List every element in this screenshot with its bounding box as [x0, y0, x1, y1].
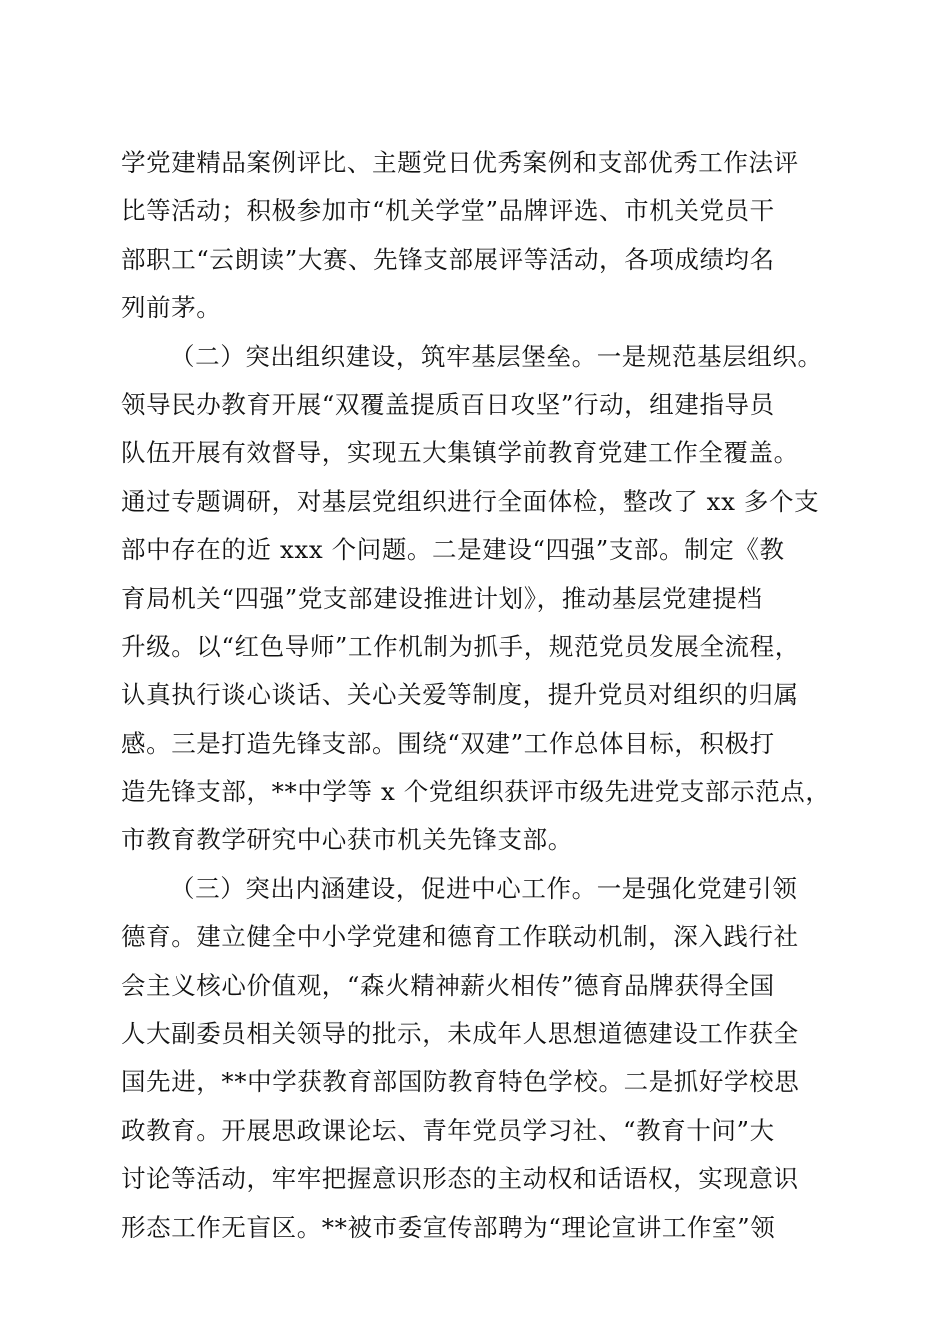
text-line: 国先进，**中学获教育部国防教育特色学校。二是抓好学校思: [121, 1067, 800, 1097]
section-heading-line: （三）突出内涵建设，促进中心工作。一是强化党建引领: [170, 873, 798, 903]
section-heading-line: （二）突出组织建设，筑牢基层堡垒。一是规范基层组织。: [170, 341, 823, 371]
text-line: 会主义核心价值观，“森火精神薪火相传”德育品牌获得全国: [121, 970, 775, 1000]
text-line: 领导民办教育开展“双覆盖提质百日攻坚”行动，组建指导员: [121, 389, 775, 419]
text-line: 学党建精品案例评比、主题党日优秀案例和支部优秀工作法评: [121, 148, 799, 177]
text-line: 形态工作无盲区。**被市委宣传部聘为“理论宣讲工作室”领: [121, 1212, 776, 1242]
text-line: 市教育教学研究中心获市机关先锋支部。: [121, 825, 573, 855]
text-line: 德育。建立健全中小学党建和德育工作联动机制，深入践行社: [121, 922, 799, 952]
text-line: 部中存在的近 xxx 个问题。二是建设“四强”支部。制定《教: [121, 535, 785, 565]
text-line: 通过专题调研，对基层党组织进行全面体检，整改了 xx 多个支: [121, 486, 820, 516]
document-body: [121, 139, 831, 1252]
text-line: 升级。以“红色导师”工作机制为抓手，规范党员发展全流程，: [121, 631, 800, 661]
text-line: 比等活动；积极参加市“机关学堂”品牌评选、市机关党员干: [121, 196, 775, 226]
text-line: 部职工“云朗读”大赛、先锋支部展评等活动，各项成绩均名: [121, 244, 775, 274]
text-line: 队伍开展有效督导，实现五大集镇学前教育党建工作全覆盖。: [121, 438, 799, 468]
text-line: 政教育。开展思政课论坛、青年党员学习社、“教育十问”大: [121, 1115, 775, 1145]
text-line: 列前茅。: [121, 293, 222, 323]
text-line: 育局机关“四强”党支部建设推进计划》，推动基层党建提档: [121, 583, 763, 613]
text-line: 认真执行谈心谈话、关心关爱等制度，提升党员对组织的归属: [121, 680, 799, 710]
text-line: 人大副委员相关领导的批示，未成年人思想道德建设工作获全: [121, 1019, 799, 1049]
text-line: 造先锋支部，**中学等 x 个党组织获评市级先进党支部示范点，: [121, 777, 831, 807]
text-line: 讨论等活动，牢牢把握意识形态的主动权和话语权，实现意识: [121, 1164, 799, 1194]
text-line: 感。三是打造先锋支部。围绕“双建”工作总体目标，积极打: [121, 728, 775, 758]
